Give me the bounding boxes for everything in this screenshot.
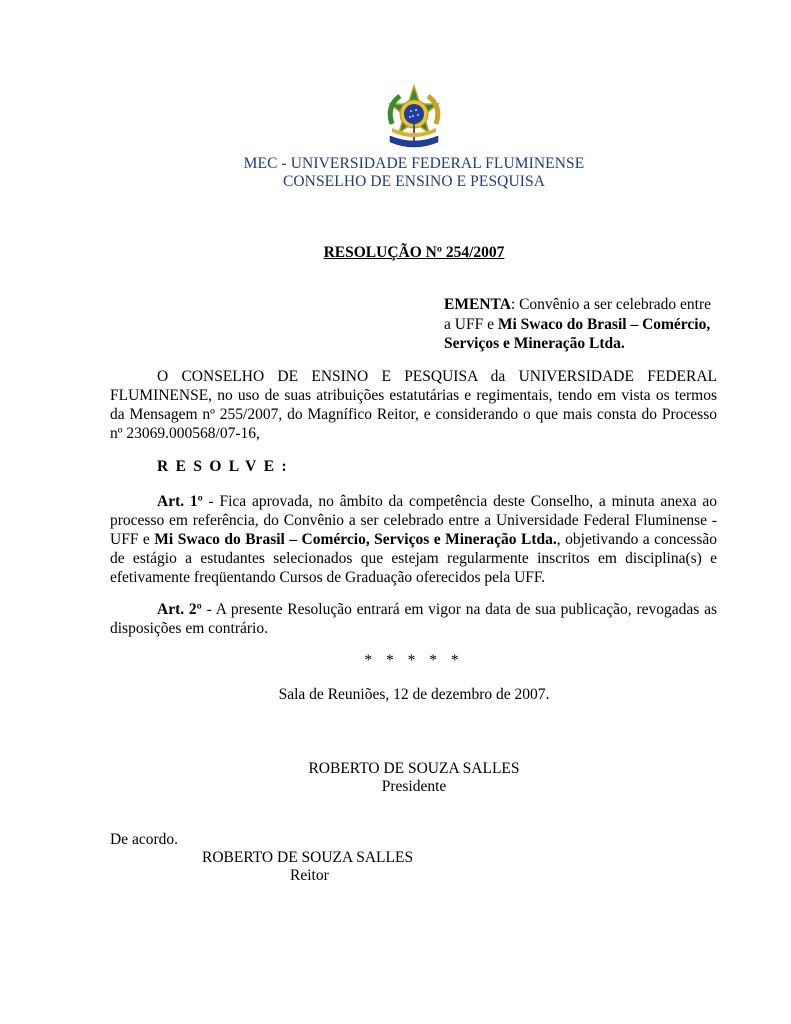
article-1-text-b: , objetivando a concessão de estágio a estudantes selecionados que estejam regularmente inscritos em disciplina(s) e efetivamente freqüentando Cursos de Graduação oferecidos pela UFF. xyxy=(110,531,717,586)
resolve-heading: RESOLVE: xyxy=(157,458,295,475)
approval-label: De acordo. xyxy=(110,831,178,848)
article-2-text: - A presente Resolução entrará em vigor na data de sua publicação, revogadas as disposições em contrário. xyxy=(110,601,717,637)
header-council: CONSELHO DE ENSINO E PESQUISA xyxy=(282,173,546,190)
approval-role: Reitor xyxy=(290,867,329,884)
article-2 xyxy=(110,600,717,638)
header-institution: MEC - UNIVERSIDADE FEDERAL FLUMINENSE xyxy=(243,155,585,172)
ementa-label: EMENTA xyxy=(444,296,511,313)
article-1-text-a: - Fica aprovada, no âmbito da competência deste Conselho, a minuta anexa ao processo em referência, do Convênio a ser celebrado entre a Universidade Federal Fluminense - UFF e xyxy=(110,493,717,548)
approval-name: ROBERTO DE SOUZA SALLES xyxy=(202,849,414,866)
brazil-coat-of-arms-icon xyxy=(382,84,446,154)
ementa-text: : Convênio a ser celebrado entre a UFF e xyxy=(444,296,712,333)
resolution-title: RESOLUÇÃO Nº 254/2007 xyxy=(323,244,505,261)
article-1-company: Mi Swaco do Brasil – Comércio, Serviços e Mineração Ltda. xyxy=(154,531,557,548)
ementa-company: Mi Swaco do Brasil – Comércio, Serviços e Mineração Ltda. xyxy=(444,315,711,352)
separator-stars: * * * * * xyxy=(364,652,464,669)
signature-role: Presidente xyxy=(381,778,447,795)
article-1 xyxy=(110,492,717,587)
preamble-paragraph: O CONSELHO DE ENSINO E PESQUISA da UNIVERSIDADE FEDERAL FLUMINENSE, no uso de suas atribuições estatutárias e regimentais, tendo em vista os termos da Mensagem nº 255/2007, do Magnífico Reitor, e considerando o que mais consta do Processo nº 23069.000568/07-16, xyxy=(110,368,717,442)
article-2-label: Art. 2º xyxy=(157,601,202,618)
ementa-block xyxy=(444,295,720,354)
article-1-label: Art. 1º xyxy=(157,493,203,510)
place-date: Sala de Reuniões, 12 de dezembro de 2007. xyxy=(278,686,550,703)
signature-name: ROBERTO DE SOUZA SALLES xyxy=(308,760,520,777)
